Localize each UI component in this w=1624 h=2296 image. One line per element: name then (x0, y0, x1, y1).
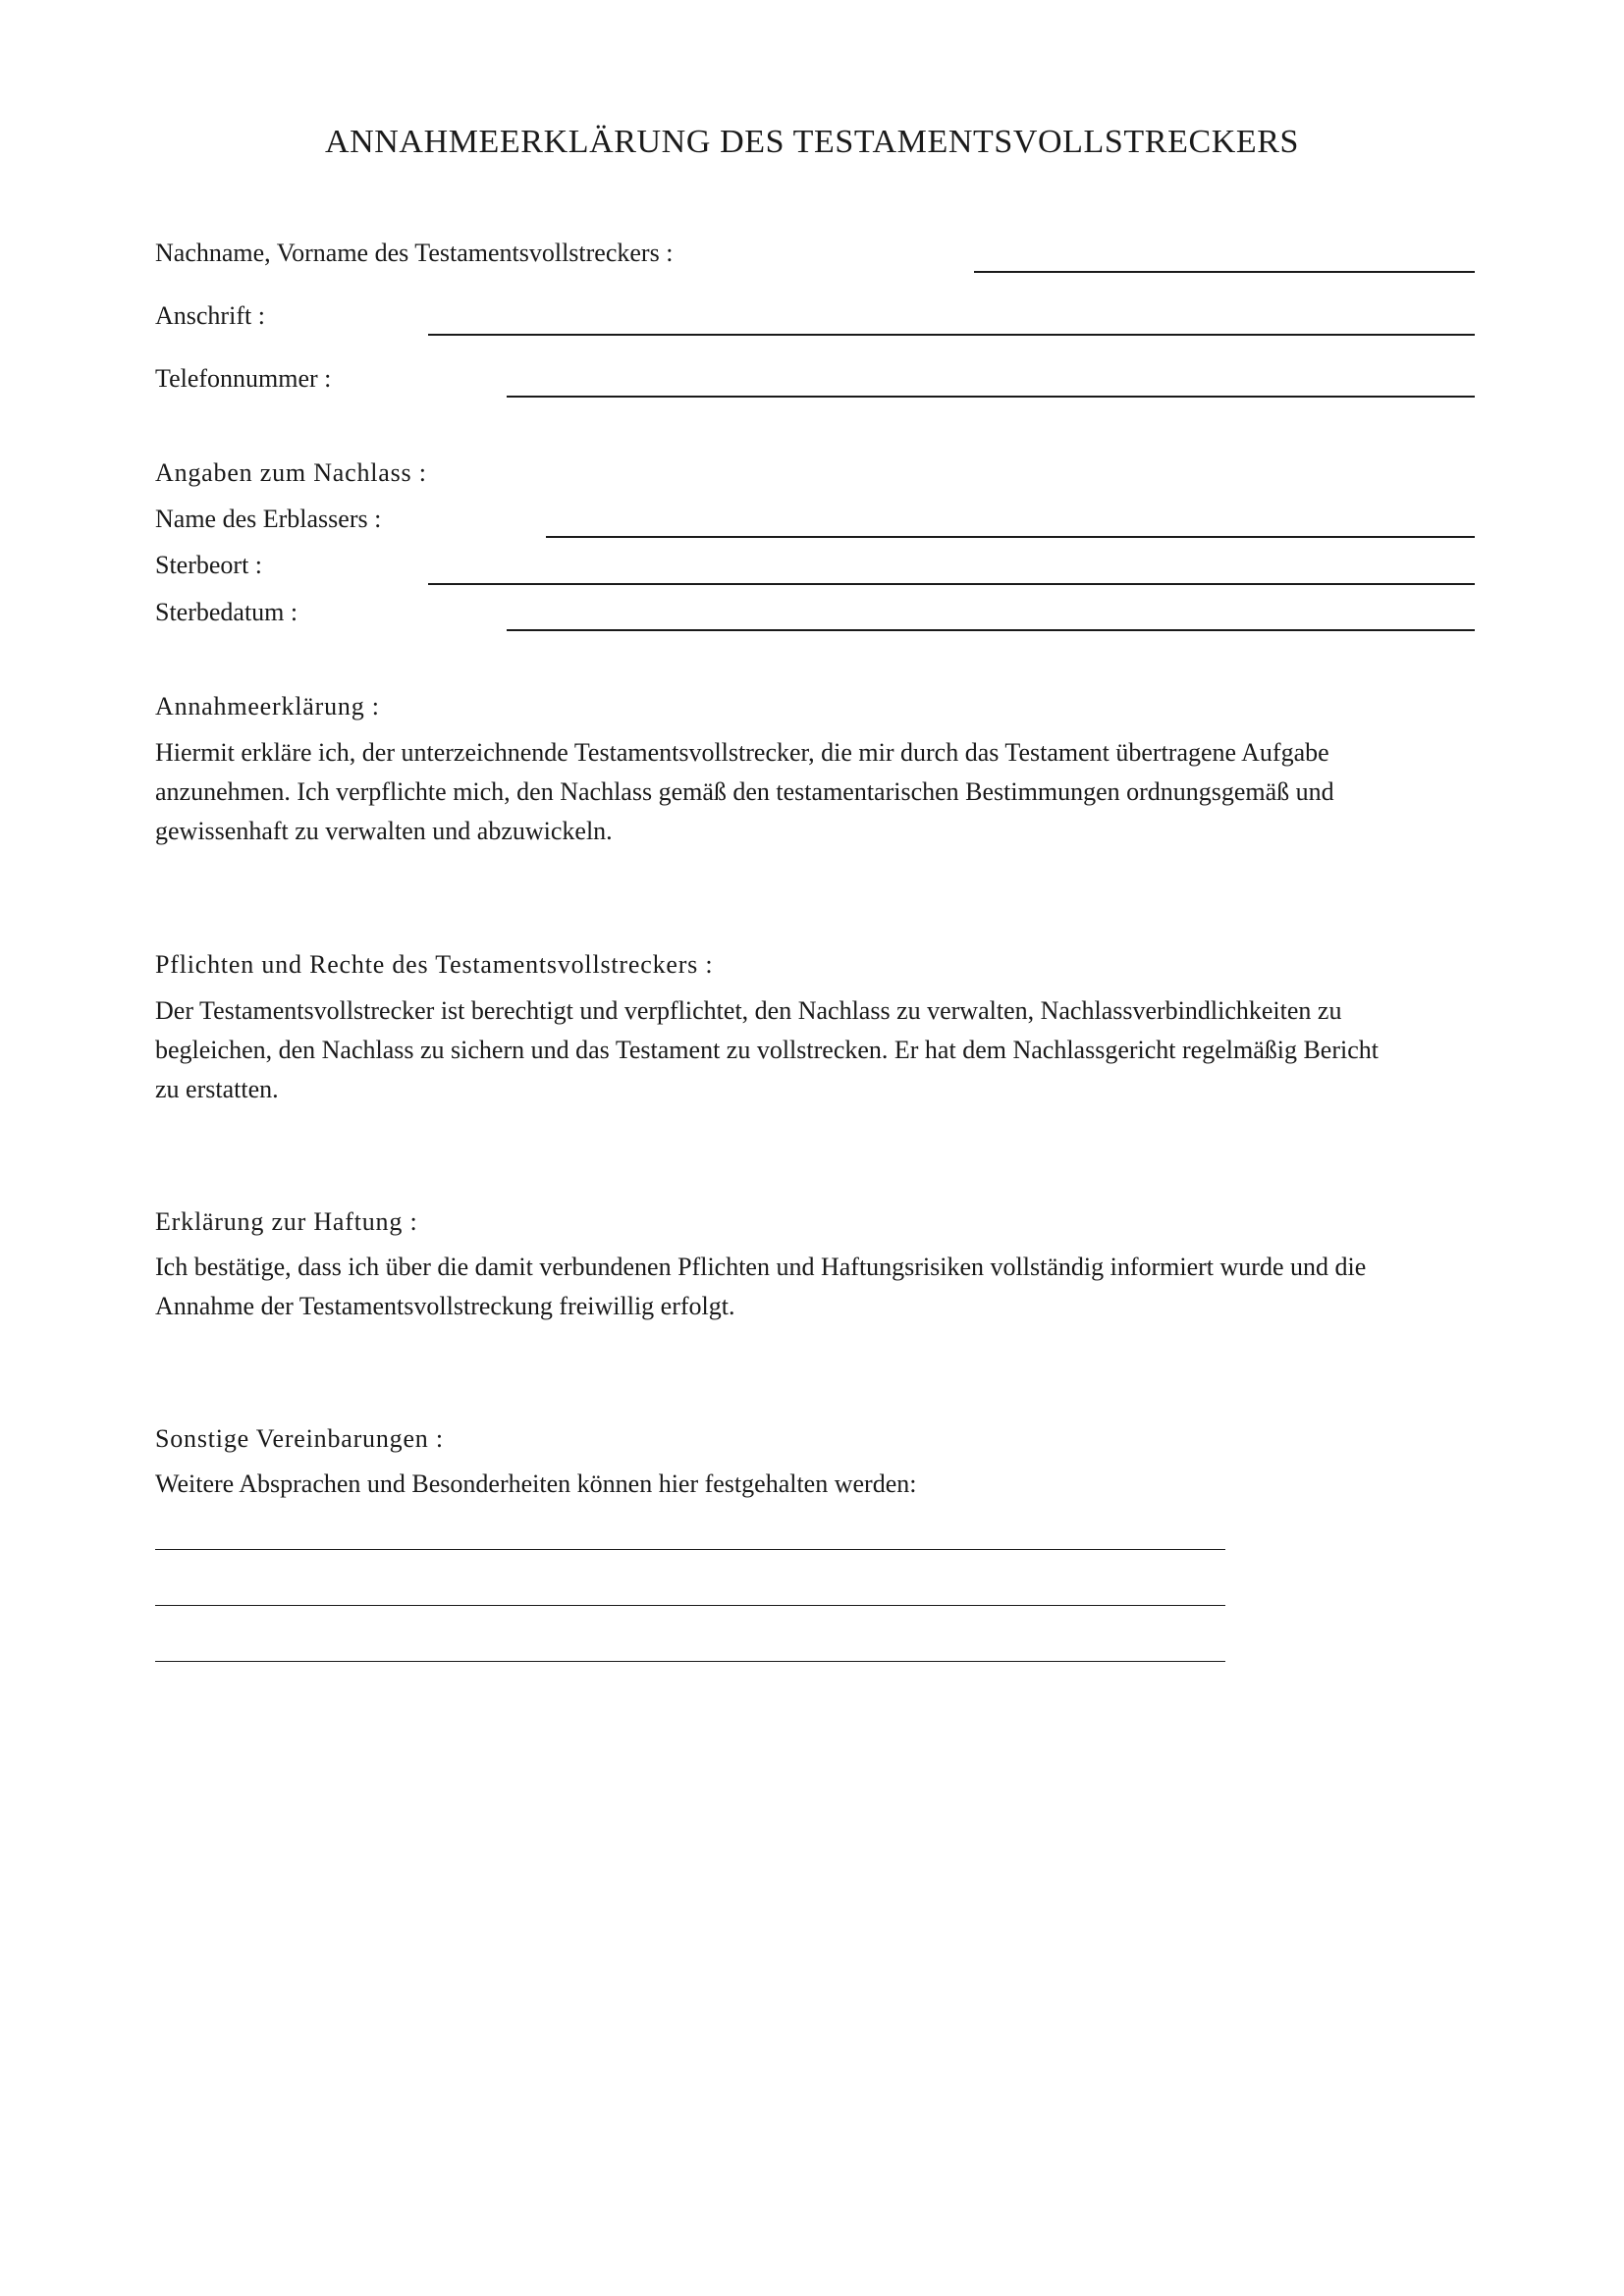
address-label: Anschrift : (155, 301, 265, 330)
duties-heading: Pflichten und Rechte des Testamentsvollstreckers : (155, 950, 714, 979)
executor-name-field[interactable] (974, 271, 1475, 273)
liability-paragraph (155, 1248, 1481, 1326)
notes-line-1[interactable] (155, 1549, 1225, 1550)
liability-line: Annahme der Testamentsvollstreckung freiwillig erfolgt. (155, 1292, 735, 1320)
address-field[interactable] (428, 334, 1475, 336)
executor-name-label: Nachname, Vorname des Testamentsvollstreckers : (155, 239, 674, 267)
deceased-name-field[interactable] (546, 536, 1475, 538)
duties-line: Der Testamentsvollstrecker ist berechtigt und verpflichtet, den Nachlass zu verwalten, Nachlassverbindlichkeiten zu (155, 996, 1342, 1025)
acceptance-paragraph (155, 733, 1481, 851)
phone-field[interactable] (507, 396, 1475, 398)
place-of-death-label: Sterbeort : (155, 551, 263, 579)
acceptance-line: Hiermit erkläre ich, der unterzeichnende Testamentsvollstrecker, die mir durch das Testament übertragene Aufgabe (155, 738, 1329, 767)
date-of-death-field[interactable] (507, 629, 1475, 631)
estate-heading: Angaben zum Nachlass : (155, 458, 427, 487)
other-agreements-line: Weitere Absprachen und Besonderheiten können hier festgehalten werden: (155, 1469, 917, 1498)
deceased-name-label: Name des Erblassers : (155, 505, 382, 533)
duties-line: zu erstatten. (155, 1075, 279, 1103)
place-of-death-field[interactable] (428, 583, 1475, 585)
notes-line-2[interactable] (155, 1605, 1225, 1606)
acceptance-heading: Annahmeerklärung : (155, 692, 380, 721)
acceptance-line: anzunehmen. Ich verpflichte mich, den Nachlass gemäß den testamentarischen Bestimmungen ordnungsgemäß und (155, 777, 1334, 806)
liability-heading: Erklärung zur Haftung : (155, 1207, 418, 1236)
date-of-death-label: Sterbedatum : (155, 598, 298, 626)
other-agreements-heading: Sonstige Vereinbarungen : (155, 1424, 444, 1453)
notes-line-3[interactable] (155, 1661, 1225, 1662)
document-title: ANNAHMEERKLÄRUNG DES TESTAMENTSVOLLSTRECKERS (324, 124, 1300, 160)
duties-paragraph (155, 991, 1481, 1109)
duties-line: begleichen, den Nachlass zu sichern und das Testament zu vollstrecken. Er hat dem Nachlassgericht regelmäßig Bericht (155, 1036, 1379, 1064)
other-agreements-paragraph (155, 1465, 1481, 1504)
liability-line: Ich bestätige, dass ich über die damit verbundenen Pflichten und Haftungsrisiken vollständig informiert wurde und die (155, 1253, 1367, 1281)
phone-label: Telefonnummer : (155, 364, 332, 393)
acceptance-line: gewissenhaft zu verwalten und abzuwickeln. (155, 817, 613, 845)
